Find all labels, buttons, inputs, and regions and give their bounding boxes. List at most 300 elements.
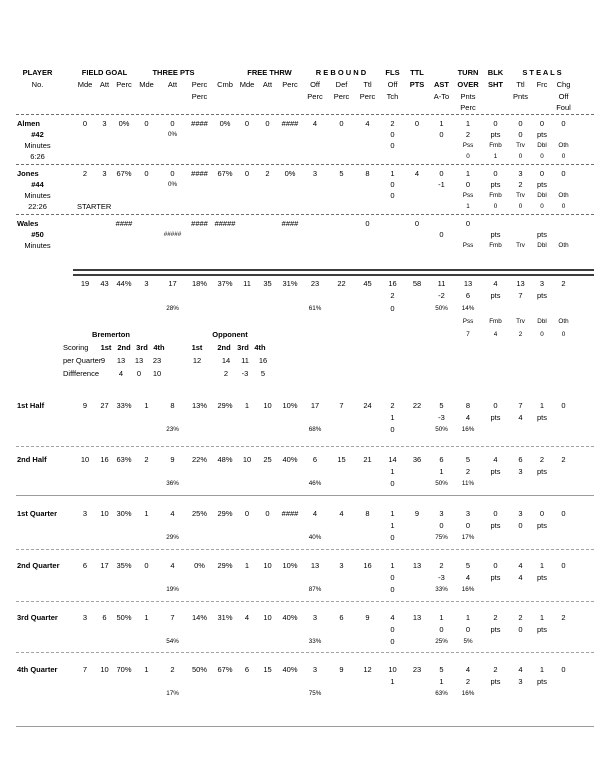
stat-cell: 25%: [435, 638, 448, 645]
stat-cell: 17%: [166, 690, 179, 697]
stat-cell: 17%: [461, 534, 475, 541]
stat-cell: pts: [490, 467, 501, 476]
stat-cell: #####: [214, 219, 236, 228]
stat-cell: Wales: [17, 219, 39, 228]
stat-cell: 0: [390, 573, 395, 582]
stat-cell: Perc: [460, 103, 476, 112]
stat-cell: Fmb: [489, 318, 502, 325]
stat-cell: 3: [539, 279, 545, 288]
team-totals-line-1: [0, 278, 600, 290]
stat-cell: 4: [118, 369, 124, 378]
stat-cell: -3: [438, 413, 445, 422]
stat-cell: 3: [144, 279, 149, 288]
stat-cell: 13: [310, 561, 320, 570]
stat-cell: 7: [518, 291, 523, 300]
stat-cell: 4: [414, 169, 420, 178]
stat-cell: 0%: [194, 561, 205, 570]
stat-cell: pts: [490, 291, 501, 300]
stat-cell: Att: [99, 80, 110, 89]
stat-cell: Perc: [282, 80, 298, 89]
stat-cell: 17: [100, 561, 109, 570]
stat-cell: 0: [561, 169, 566, 178]
stat-cell: pts: [490, 625, 501, 634]
stat-cell: 40%: [308, 534, 322, 541]
quarter-1-line-2: [0, 520, 600, 532]
stat-cell: 2: [518, 331, 523, 338]
stat-cell: pts: [490, 677, 501, 686]
stat-cell: 15: [337, 455, 346, 464]
stat-cell: 8: [365, 169, 370, 178]
stat-cell: 6: [465, 291, 471, 300]
stat-cell: Oth: [558, 318, 569, 325]
stat-cell: 0: [540, 331, 544, 338]
stat-cell: 50%: [191, 665, 207, 674]
stat-cell: pts: [536, 625, 547, 634]
stat-cell: 33%: [435, 586, 448, 593]
stat-cell: 10: [263, 401, 272, 410]
stat-cell: 40%: [282, 665, 298, 674]
quarter-4-line-2: [0, 676, 600, 688]
stat-cell: 0: [518, 625, 523, 634]
stat-cell: Oth: [558, 192, 569, 199]
stat-cell: PTS: [409, 80, 425, 89]
stat-cell: 23: [412, 665, 422, 674]
stat-cell: 36%: [166, 480, 179, 487]
stat-cell: 4th: [153, 343, 165, 352]
stat-cell: 54%: [166, 638, 179, 645]
stat-cell: 10%: [282, 401, 298, 410]
stat-cell: 9: [82, 401, 88, 410]
player-wales-line-3: [0, 240, 600, 251]
second-half-line-2: [0, 466, 600, 478]
stat-cell: Perc: [359, 92, 376, 101]
quarter-3-line-3: [0, 636, 600, 648]
quarter-3-line-1: [0, 612, 600, 624]
stat-cell: 22: [412, 401, 422, 410]
stat-cell: -3: [438, 573, 445, 582]
stat-cell: 1: [465, 169, 471, 178]
stat-cell: 0: [390, 180, 395, 189]
stat-cell: 9: [100, 356, 106, 365]
stat-cell: pts: [536, 180, 547, 189]
stat-cell: 10: [263, 613, 272, 622]
stat-cell: 0: [390, 130, 395, 139]
stat-cell: 1: [539, 561, 545, 570]
stat-cell: 1: [493, 153, 498, 160]
stat-cell: 3: [102, 169, 107, 178]
stat-cell: 0: [265, 119, 270, 128]
stat-cell: 1: [539, 665, 545, 674]
separator-dotted-light: [16, 652, 594, 653]
stat-cell: 0: [414, 119, 420, 128]
team-totals-line-4: [0, 315, 600, 328]
quarter-2-line-3: [0, 584, 600, 596]
stat-cell: 0%: [118, 119, 130, 128]
stat-cell: 14: [388, 455, 397, 464]
stat-cell: 2: [465, 677, 471, 686]
stat-cell: Perc: [307, 92, 323, 101]
stat-cell: 0: [82, 119, 88, 128]
stat-cell: 0: [439, 625, 444, 634]
stat-cell: 2nd Quarter: [17, 561, 60, 570]
stat-cell: Perc: [191, 92, 208, 101]
stat-cell: pts: [536, 413, 547, 422]
stat-cell: 67%: [217, 169, 233, 178]
stat-cell: 0: [518, 521, 523, 530]
player-wales-line-2: [0, 229, 600, 240]
stat-cell: 4: [518, 665, 523, 674]
separator-dotted: [16, 114, 594, 115]
stat-cell: TTL: [410, 68, 424, 77]
stat-cell: 2nd Half: [17, 455, 47, 464]
stat-cell: Dbl: [537, 242, 547, 249]
stat-cell: 0: [493, 119, 498, 128]
stat-cell: 0: [518, 203, 523, 210]
stat-cell: 31%: [217, 613, 233, 622]
stat-cell: 3: [82, 509, 88, 518]
stat-cell: 8: [465, 401, 471, 410]
stat-cell: 2: [390, 291, 395, 300]
stat-cell: 13%: [191, 401, 207, 410]
stat-cell: 4: [465, 665, 471, 674]
stat-cell: 5%: [463, 638, 473, 645]
stat-cell: 0: [265, 509, 270, 518]
stat-cell: 4: [170, 561, 175, 570]
stat-cell: 1: [390, 413, 395, 422]
stat-cell: 0: [339, 119, 344, 128]
stat-cell: per Quarter: [63, 356, 102, 365]
stat-cell: 0: [244, 119, 250, 128]
stat-cell: ####: [115, 219, 133, 228]
stat-cell: 1: [439, 119, 444, 128]
stat-cell: 0: [561, 665, 566, 674]
stat-cell: 7: [518, 401, 523, 410]
stat-sheet: [0, 67, 600, 727]
stat-cell: Almen: [17, 119, 40, 128]
team-totals-line-3: [0, 302, 600, 315]
stat-cell: 0: [390, 625, 395, 634]
stat-cell: 0%: [167, 131, 178, 138]
stat-cell: 0: [540, 203, 544, 210]
stat-cell: 29%: [166, 534, 179, 541]
stat-cell: Scoring: [63, 343, 89, 352]
stat-cell: 9: [339, 665, 344, 674]
stat-cell: 29%: [217, 401, 233, 410]
stat-cell: 5: [439, 401, 444, 410]
stat-cell: 1: [390, 169, 395, 178]
stat-cell: 3: [518, 467, 523, 476]
stat-cell: 4: [518, 573, 523, 582]
stat-cell: 4: [493, 455, 498, 464]
stat-cell: 33%: [308, 638, 322, 645]
stat-cell: 2: [539, 455, 545, 464]
stat-cell: 0: [244, 509, 250, 518]
separator-solid: [16, 495, 594, 496]
stat-cell: ####: [281, 219, 299, 228]
stat-cell: 4: [465, 413, 471, 422]
stat-cell: 50%: [116, 613, 132, 622]
stat-cell: 35: [263, 279, 272, 288]
stat-cell: 5: [465, 455, 471, 464]
quarter-2-line-1: [0, 560, 600, 572]
stat-cell: 29%: [217, 509, 233, 518]
stat-cell: pts: [536, 130, 547, 139]
stat-cell: 0: [144, 169, 149, 178]
stat-cell: 4: [493, 279, 498, 288]
stat-cell: 0: [561, 561, 566, 570]
stat-cell: 0: [390, 533, 395, 542]
stat-cell: Foul: [556, 103, 571, 112]
stat-cell: Att: [167, 80, 178, 89]
first-half-line-1: [0, 400, 600, 412]
stat-cell: 9: [365, 613, 370, 622]
stat-cell: 0: [465, 625, 471, 634]
stat-cell: 15: [263, 665, 272, 674]
stat-cell: 10: [100, 665, 109, 674]
stat-cell: 0: [390, 637, 395, 646]
stat-cell: 0: [493, 561, 498, 570]
stat-cell: 17: [310, 401, 320, 410]
second-half-line-1: [0, 454, 600, 466]
stat-cell: 45: [363, 279, 372, 288]
separator-double: [73, 269, 594, 276]
stat-cell: 2: [493, 613, 498, 622]
quarter-3-line-2: [0, 624, 600, 636]
stat-cell: 3rd: [237, 343, 249, 352]
stat-cell: Off: [387, 80, 398, 89]
stat-cell: -3: [241, 369, 249, 378]
stat-cell: Mde: [77, 80, 93, 89]
stat-cell: 2: [223, 369, 229, 378]
stat-cell: 2nd: [217, 343, 231, 352]
stat-cell: Frc: [536, 80, 548, 89]
stat-cell: 2: [561, 455, 566, 464]
stat-cell: 1: [390, 521, 395, 530]
stat-cell: 29%: [217, 561, 233, 570]
stat-cell: 0: [465, 180, 471, 189]
stat-cell: 61%: [308, 305, 322, 312]
stat-cell: 7: [82, 665, 88, 674]
stat-cell: 4: [518, 413, 523, 422]
stat-cell: 3: [518, 509, 523, 518]
stat-cell: 11: [241, 356, 249, 365]
stat-cell: 0: [244, 169, 250, 178]
stat-cell: 13: [412, 561, 422, 570]
stat-cell: 16: [258, 356, 268, 365]
stat-cell: 0: [561, 119, 566, 128]
stat-cell: Perc: [191, 80, 208, 89]
stat-cell: 43: [100, 279, 109, 288]
player-jones-line-2: [0, 179, 600, 190]
player-almen-line-2: [0, 129, 600, 140]
second-half-line-3: [0, 478, 600, 490]
stat-cell: Cmb: [217, 80, 233, 89]
stat-cell: 1st Quarter: [17, 509, 58, 518]
stat-cell: TURN: [457, 68, 479, 77]
stat-cell: 10: [242, 455, 252, 464]
stat-cell: 17: [168, 279, 177, 288]
stat-cell: Minutes: [24, 141, 51, 150]
stat-cell: BLK: [487, 68, 504, 77]
stat-cell: 2: [439, 561, 444, 570]
stat-cell: 11: [243, 279, 251, 288]
stat-cell: Fmb: [489, 142, 502, 149]
scoring-by-quarter-line-3: [0, 367, 600, 380]
stat-cell: PLAYER: [22, 68, 53, 77]
stat-cell: pts: [490, 573, 501, 582]
stat-cell: 16: [388, 279, 397, 288]
stat-cell: 19: [80, 279, 90, 288]
stat-cell: 0: [144, 119, 149, 128]
stat-cell: #44: [31, 180, 44, 189]
stat-cell: 12: [363, 665, 372, 674]
separator-dotted: [16, 214, 594, 215]
player-almen-line-3: [0, 140, 600, 151]
stat-cell: 0: [465, 219, 471, 228]
stat-cell: #42: [31, 130, 44, 139]
stat-cell: -2: [438, 291, 445, 300]
stat-cell: 0: [390, 479, 395, 488]
scoring-by-quarter-line-2: [0, 354, 600, 367]
stat-cell: 1: [539, 401, 545, 410]
stat-cell: OVER: [457, 80, 479, 89]
stat-cell: pts: [536, 677, 547, 686]
stat-cell: Minutes: [24, 191, 51, 200]
stat-cell: 0: [466, 153, 470, 160]
stat-cell: 2: [493, 665, 498, 674]
stat-cell: 2: [82, 169, 88, 178]
stat-cell: 1: [390, 467, 395, 476]
quarter-4-line-1: [0, 664, 600, 676]
stat-cell: Mde: [139, 80, 154, 89]
stat-cell: ####: [281, 509, 299, 518]
stat-cell: S T E A L S: [522, 68, 562, 77]
stat-cell: Pss: [462, 242, 474, 249]
stat-cell: 0: [136, 369, 142, 378]
column-headers-line-4: [0, 103, 600, 112]
stat-cell: 50%: [435, 480, 448, 487]
stat-cell: 68%: [308, 426, 322, 433]
stat-cell: 14%: [461, 305, 475, 312]
stat-cell: 67%: [217, 665, 233, 674]
stat-cell: 23: [152, 356, 162, 365]
stat-cell: Dbl: [537, 192, 547, 199]
stat-cell: 4th: [254, 343, 266, 352]
stat-cell: 8: [170, 401, 175, 410]
stat-cell: 0: [493, 509, 498, 518]
stat-cell: 25%: [191, 509, 207, 518]
stat-cell: 1: [439, 677, 444, 686]
stat-cell: AST: [434, 80, 449, 89]
stat-cell: 6: [518, 455, 523, 464]
stat-cell: #50: [31, 230, 44, 239]
stat-cell: Trv: [516, 142, 525, 149]
stat-cell: pts: [536, 467, 547, 476]
stat-cell: Att: [262, 80, 273, 89]
stat-cell: 6:26: [30, 152, 45, 161]
stat-cell: pts: [536, 291, 547, 300]
stat-cell: 14: [221, 356, 231, 365]
player-jones-line-4: [0, 201, 600, 212]
stat-cell: 4: [312, 509, 318, 518]
first-half-line-2: [0, 412, 600, 424]
stat-cell: 35%: [116, 561, 132, 570]
stat-cell: 6: [439, 455, 444, 464]
stat-cell: 1: [466, 203, 470, 210]
stat-cell: 0: [518, 119, 523, 128]
stat-cell: 1st: [191, 343, 203, 352]
stat-cell: 0: [365, 219, 370, 228]
stat-cell: 1st: [100, 343, 112, 352]
quarter-2-line-2: [0, 572, 600, 584]
stat-cell: ####: [191, 219, 208, 228]
stat-cell: ####: [191, 119, 208, 128]
stat-cell: Pss: [462, 142, 474, 149]
stat-cell: Opponent: [212, 330, 248, 339]
stat-cell: 13: [116, 356, 126, 365]
stat-cell: pts: [536, 521, 547, 530]
stat-cell: 0: [439, 130, 444, 139]
stat-cell: STARTER: [77, 202, 112, 211]
stat-cell: 13: [463, 279, 473, 288]
stat-cell: 48%: [217, 455, 233, 464]
stat-cell: 4: [493, 331, 498, 338]
stat-cell: Perc: [333, 92, 350, 101]
stat-cell: 3: [339, 561, 344, 570]
stat-cell: 2: [465, 130, 471, 139]
stat-cell: Oth: [558, 142, 569, 149]
stat-cell: 0: [439, 230, 444, 239]
stat-cell: 0: [493, 169, 498, 178]
stat-cell: 21: [363, 455, 372, 464]
stat-cell: 5: [439, 665, 444, 674]
stat-cell: 8: [365, 509, 370, 518]
stat-cell: 28%: [166, 305, 179, 312]
stat-cell: 63%: [116, 455, 132, 464]
stat-cell: 2: [561, 279, 566, 288]
team-totals-line-2: [0, 290, 600, 302]
stat-cell: 4: [465, 573, 471, 582]
stat-cell: 0: [414, 219, 420, 228]
stat-cell: 13: [134, 356, 144, 365]
stat-cell: Trv: [516, 318, 525, 325]
stat-cell: 10: [100, 509, 109, 518]
stat-cell: Def: [335, 80, 348, 89]
stat-cell: 4: [312, 119, 318, 128]
stat-cell: 22: [337, 279, 346, 288]
stat-cell: 5: [339, 169, 344, 178]
stat-cell: 5: [465, 561, 471, 570]
separator-solid: [16, 726, 594, 727]
stat-cell: pts: [490, 180, 501, 189]
stat-cell: 31%: [282, 279, 298, 288]
player-almen-line-4: [0, 151, 600, 162]
stat-cell: 24: [363, 401, 372, 410]
quarter-1-line-3: [0, 532, 600, 544]
stat-cell: 0: [540, 153, 544, 160]
stat-cell: 12: [192, 356, 202, 365]
stat-cell: 0: [390, 425, 395, 434]
stat-cell: 63%: [435, 690, 448, 697]
stat-cell: Pss: [462, 318, 474, 325]
stat-cell: Ttl: [363, 80, 372, 89]
stat-cell: Pss: [462, 192, 474, 199]
stat-cell: 70%: [116, 665, 132, 674]
stat-cell: 0: [561, 509, 566, 518]
stat-cell: 1st Half: [17, 401, 45, 410]
quarter-4-line-3: [0, 688, 600, 700]
stat-cell: 4: [244, 613, 250, 622]
